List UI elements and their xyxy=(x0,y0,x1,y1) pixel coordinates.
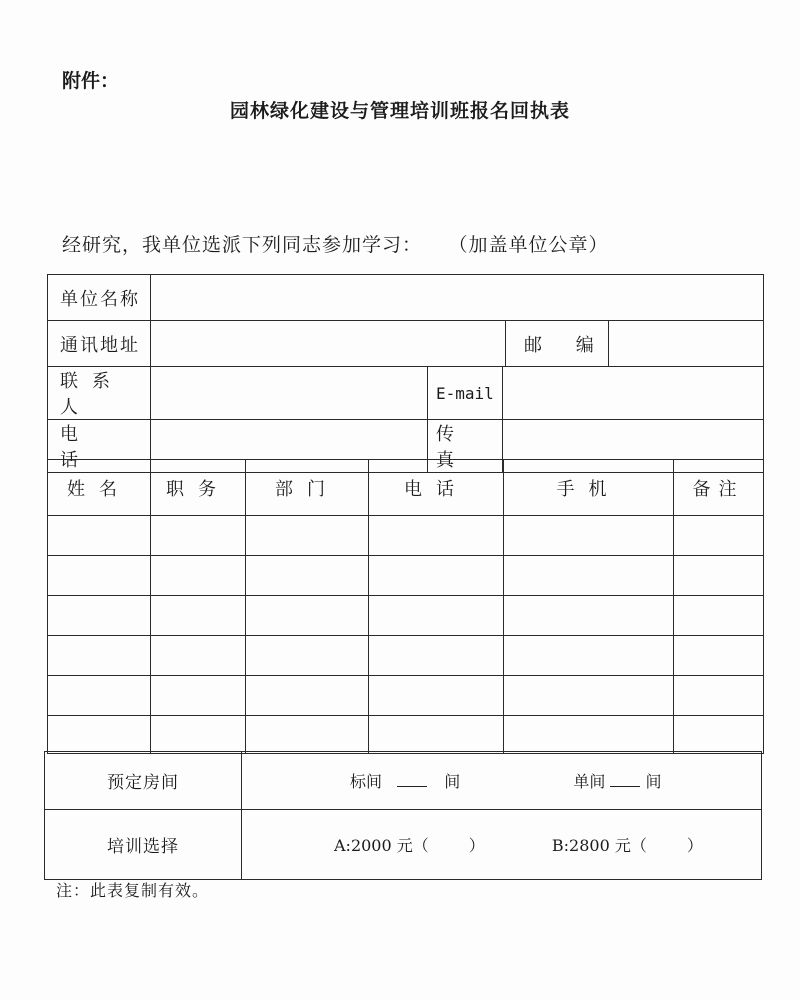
column-header: 部门 xyxy=(246,460,369,516)
table-row xyxy=(48,716,764,754)
department-cell[interactable] xyxy=(246,716,369,754)
table-row xyxy=(48,676,764,716)
single-room-unit: 间 xyxy=(645,772,662,791)
option-a-close: ） xyxy=(468,836,485,855)
remarks-cell[interactable] xyxy=(674,636,764,676)
unit-name-field[interactable] xyxy=(151,275,764,321)
participants-header-row xyxy=(48,460,764,516)
phone-label: 电 话 xyxy=(48,420,151,473)
phone-cell[interactable] xyxy=(369,676,504,716)
contact-label: 联系人 xyxy=(48,367,151,420)
column-header: 电话 xyxy=(369,460,504,516)
position-cell[interactable] xyxy=(151,716,246,754)
phone-cell[interactable] xyxy=(369,516,504,556)
intro-line xyxy=(62,230,609,257)
unit-info-table xyxy=(47,274,764,473)
fax-label: 传 真 xyxy=(428,420,503,473)
room-booking-label: 预定房间 xyxy=(45,752,242,810)
email-label: E-mail xyxy=(428,367,503,420)
mobile-cell[interactable] xyxy=(504,556,674,596)
email-field[interactable] xyxy=(503,367,764,420)
single-room-option[interactable] xyxy=(573,769,661,792)
name-cell[interactable] xyxy=(48,596,151,636)
booking-table xyxy=(44,751,762,880)
standard-room-option[interactable] xyxy=(350,769,460,792)
department-cell[interactable] xyxy=(246,676,369,716)
position-cell[interactable] xyxy=(151,516,246,556)
position-cell[interactable] xyxy=(151,676,246,716)
remarks-cell[interactable] xyxy=(674,716,764,754)
standard-room-label: 标间 xyxy=(350,772,383,791)
remarks-cell[interactable] xyxy=(674,556,764,596)
position-cell[interactable] xyxy=(151,636,246,676)
form-title: 园林绿化建设与管理培训班报名回执表 xyxy=(229,100,570,122)
phone-cell[interactable] xyxy=(369,716,504,754)
position-cell[interactable] xyxy=(151,596,246,636)
postcode-field[interactable] xyxy=(609,321,764,367)
name-cell[interactable] xyxy=(48,516,151,556)
column-header: 职务 xyxy=(151,460,246,516)
table-row xyxy=(48,556,764,596)
training-options xyxy=(242,810,762,880)
phone-cell[interactable] xyxy=(369,596,504,636)
training-option-b[interactable] xyxy=(552,833,703,856)
training-choice-label: 培训选择 xyxy=(45,810,242,880)
contact-field[interactable] xyxy=(151,367,428,420)
mobile-cell[interactable] xyxy=(504,596,674,636)
name-cell[interactable] xyxy=(48,716,151,754)
column-header: 姓名 xyxy=(48,460,151,516)
address-field[interactable] xyxy=(151,321,506,367)
attachment-label: 附件： xyxy=(62,70,120,92)
mobile-cell[interactable] xyxy=(504,716,674,754)
unit-name-label: 单位名称 xyxy=(48,275,151,321)
remarks-cell[interactable] xyxy=(674,596,764,636)
address-label: 通讯地址 xyxy=(48,321,151,367)
intro-text: 经研究，我单位选派下列同志参加学习： xyxy=(62,234,423,256)
remarks-cell[interactable] xyxy=(674,516,764,556)
table-row xyxy=(48,596,764,636)
footer-note: 注：此表复制有效。 xyxy=(56,881,210,900)
option-b-close: ） xyxy=(686,836,703,855)
training-option-a[interactable] xyxy=(334,833,485,856)
name-cell[interactable] xyxy=(48,636,151,676)
department-cell[interactable] xyxy=(246,516,369,556)
mobile-cell[interactable] xyxy=(504,676,674,716)
department-cell[interactable] xyxy=(246,556,369,596)
room-booking-options xyxy=(242,752,762,810)
remarks-cell[interactable] xyxy=(674,676,764,716)
option-a-text: A:2000 元（ xyxy=(334,836,429,855)
name-cell[interactable] xyxy=(48,676,151,716)
department-cell[interactable] xyxy=(246,636,369,676)
position-cell[interactable] xyxy=(151,556,246,596)
standard-room-count[interactable] xyxy=(397,772,427,787)
phone-cell[interactable] xyxy=(369,556,504,596)
name-cell[interactable] xyxy=(48,556,151,596)
department-cell[interactable] xyxy=(246,596,369,636)
single-room-label: 单间 xyxy=(573,772,606,791)
phone-cell[interactable] xyxy=(369,636,504,676)
table-row xyxy=(48,636,764,676)
postcode-label: 邮 编 xyxy=(506,321,609,367)
mobile-cell[interactable] xyxy=(504,516,674,556)
standard-room-unit: 间 xyxy=(444,772,461,791)
participants-table xyxy=(47,459,764,754)
mobile-cell[interactable] xyxy=(504,636,674,676)
option-b-text: B:2800 元（ xyxy=(551,836,647,855)
single-room-count[interactable] xyxy=(610,772,640,787)
column-header: 备注 xyxy=(674,460,764,516)
stamp-note: （加盖单位公章） xyxy=(458,234,609,256)
table-row xyxy=(48,516,764,556)
column-header: 手机 xyxy=(504,460,674,516)
